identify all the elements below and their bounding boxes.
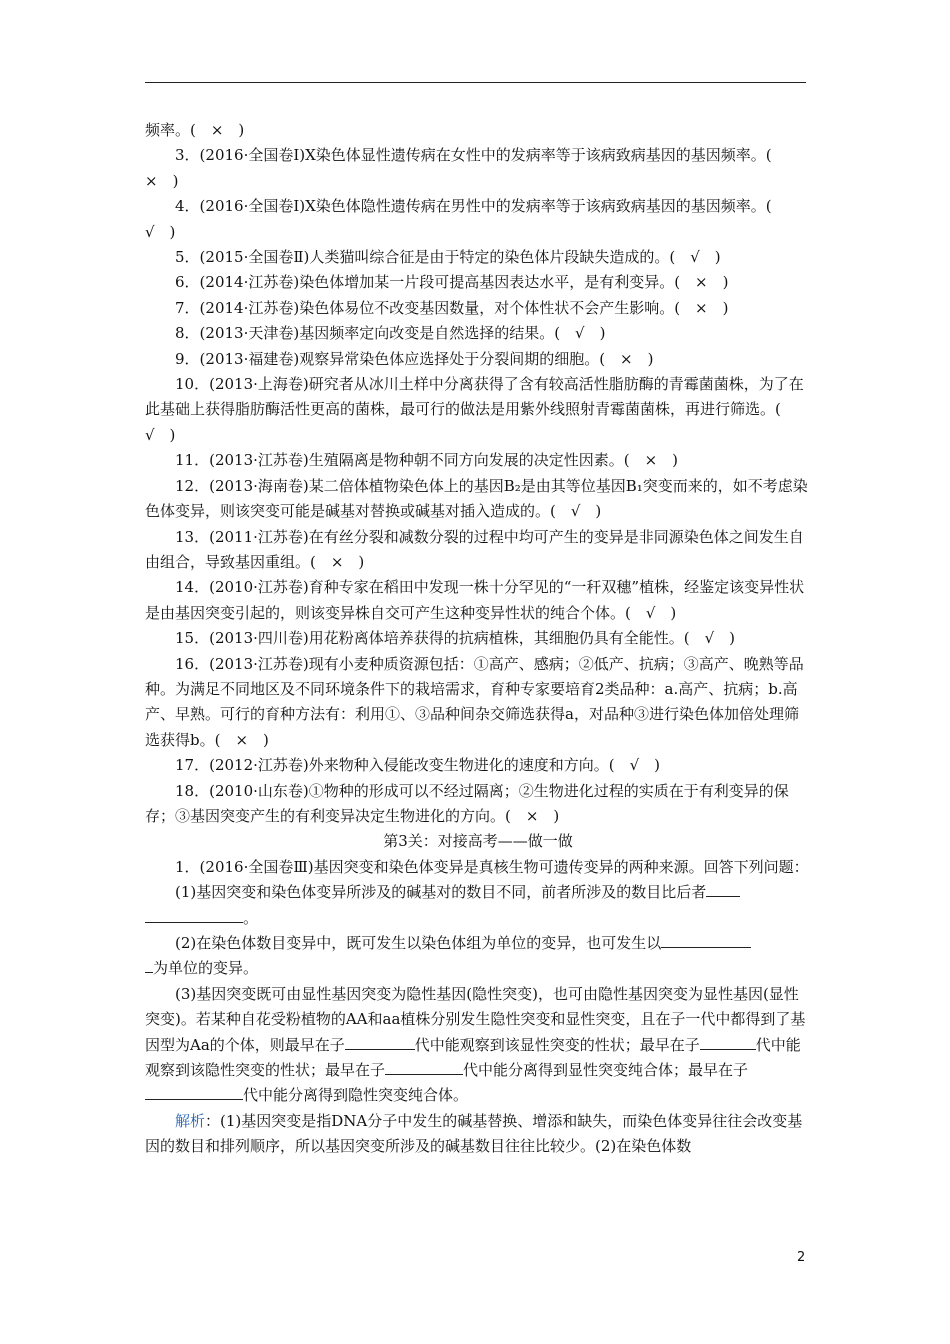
- part-1-end: 。: [243, 908, 259, 927]
- judgement-item: 18．(2010·山东卷)①物种的形成可以不经过隔离；②生物进化过程的实质在于有利变异的保存；③基因突变产生的有利变异决定生物进化的方向。( × ): [145, 781, 789, 825]
- part-3-text-e: 代中能分离得到隐性突变纯合体。: [243, 1086, 469, 1105]
- page-content: [145, 118, 811, 1160]
- part-2-text: (2)在染色体数目变异中，既可发生以染色体组为单位的变异，也可发生以: [175, 934, 662, 952]
- answer-blank[interactable]: [145, 1084, 243, 1100]
- header-rule: [145, 82, 806, 83]
- answer-blank[interactable]: [145, 957, 153, 973]
- part-3-text-a: (3)基因突变既可由显性基因突变为隐性基因(隐性突变)，也可由隐性基因突变为显性基因(显性突变)。若某种自花受粉植物的AA和aa植株分别发生隐性突变和显性突变，且在子一代中都得到了基因型为Aa的个体，则最早在子: [145, 984, 806, 1054]
- judgement-item: 11．(2013·江苏卷)生殖隔离是物种朝不同方向发展的决定性因素。( × ): [175, 451, 679, 470]
- answer-blank[interactable]: [145, 907, 243, 923]
- question-part-2: [145, 931, 811, 982]
- part-3-text-c: 代中能观察到该隐性突变的性状；最早在子: [145, 1035, 801, 1080]
- judgement-item: 9．(2013·福建卷)观察异常染色体应选择处于分裂间期的细胞。( × ): [175, 349, 654, 368]
- question-stem: 1．(2016·全国卷Ⅲ)基因突变和染色体变异是真核生物可遗传变异的两种来源。回答下列问题：: [175, 857, 809, 876]
- judgement-item: 3．(2016·全国卷Ⅰ)X染色体显性遗传病在女性中的发病率等于该病致病基因的基因频率。( × ): [145, 146, 787, 190]
- answer-blank[interactable]: [385, 1059, 463, 1075]
- judgement-item: 14．(2010·江苏卷)育种专家在稻田中发现一株十分罕见的“一秆双穗”植株，经鉴定该变异性状是由基因突变引起的，则该变异株自交可产生这种变异性状的纯合个体。( √ ): [145, 578, 805, 622]
- judgement-item: 频率。( × ): [145, 121, 245, 139]
- judgement-item: 15．(2013·四川卷)用花粉离体培养获得的抗病植株，其细胞仍具有全能性。( √ ): [175, 629, 735, 648]
- analysis-label: 解析: [175, 1111, 206, 1130]
- answer-blank[interactable]: [345, 1034, 415, 1050]
- analysis-text: ：(1)基因突变是指DNA分子中发生的碱基替换、增添和缺失，而染色体变异往往会改变基因的数目和排列顺序，所以基因突变所涉及的碱基数目往往比较少。(2)在染色体数: [145, 1111, 803, 1156]
- section-title: 第3关：对接高考——做一做: [383, 832, 573, 851]
- part-2-end: 为单位的变异。: [153, 959, 259, 978]
- analysis: [145, 1109, 811, 1160]
- question-part-1: [145, 880, 811, 931]
- page-number: 2: [797, 1250, 806, 1265]
- part-3-text-d: 代中能分离得到显性突变纯合体；最早在子: [463, 1061, 749, 1080]
- judgement-item: 5．(2015·全国卷Ⅱ)人类猫叫综合征是由于特定的染色体片段缺失造成的。( √ ): [175, 248, 721, 267]
- answer-blank[interactable]: [700, 1034, 756, 1050]
- question-part-3: [145, 982, 811, 1109]
- judgement-item: 8．(2013·天津卷)基因频率定向改变是自然选择的结果。( √ ): [175, 324, 606, 343]
- judgement-item: 4．(2016·全国卷Ⅰ)X染色体隐性遗传病在男性中的发病率等于该病致病基因的基因频率。( √ ): [145, 197, 787, 241]
- judgement-item: 13．(2011·江苏卷)在有丝分裂和减数分裂的过程中均可产生的变异是非同源染色体之间发生自由组合，导致基因重组。( × ): [145, 527, 804, 571]
- answer-blank[interactable]: [661, 932, 751, 948]
- judgement-item: 10．(2013·上海卷)研究者从冰川土样中分离获得了含有较高活性脂肪酶的青霉菌菌株，为了在此基础上获得脂肪酶活性更高的菌株，最可行的做法是用紫外线照射青霉菌菌株，再进行筛选。( √ ): [145, 375, 804, 444]
- answer-blank[interactable]: [706, 881, 740, 897]
- judgement-item: 17．(2012·江苏卷)外来物种入侵能改变生物进化的速度和方向。( √ ): [175, 756, 660, 775]
- part-1-text: (1)基因突变和染色体变异所涉及的碱基对的数目不同，前者所涉及的数目比后者: [175, 883, 707, 902]
- judgement-item: 6．(2014·江苏卷)染色体增加某一片段可提高基因表达水平，是有利变异。( × ): [175, 273, 729, 292]
- judgement-list: [145, 118, 811, 829]
- judgement-item: 16．(2013·江苏卷)现有小麦种质资源包括：①高产、感病；②低产、抗病；③高产、晚熟等品种。为满足不同地区及不同环境条件下的栽培需求，育种专家要培育2类品种：a.高产、抗病；b.高产、早熟。可行的育种方法有：利用①、③品种间杂交筛选获得a，对品种③进行染色体加倍处理筛选获得b。( × ): [145, 654, 804, 749]
- judgement-item: 12．(2013·海南卷)某二倍体植物染色体上的基因B₂是由其等位基因B₁突变而来的，如不考虑染色体变异，则该突变可能是碱基对替换或碱基对插入造成的。( √ ): [145, 476, 808, 521]
- part-3-text-b: 代中能观察到该显性突变的性状；最早在子: [414, 1035, 700, 1054]
- judgement-item: 7．(2014·江苏卷)染色体易位不改变基因数量，对个体性状不会产生影响。( × ): [175, 298, 729, 317]
